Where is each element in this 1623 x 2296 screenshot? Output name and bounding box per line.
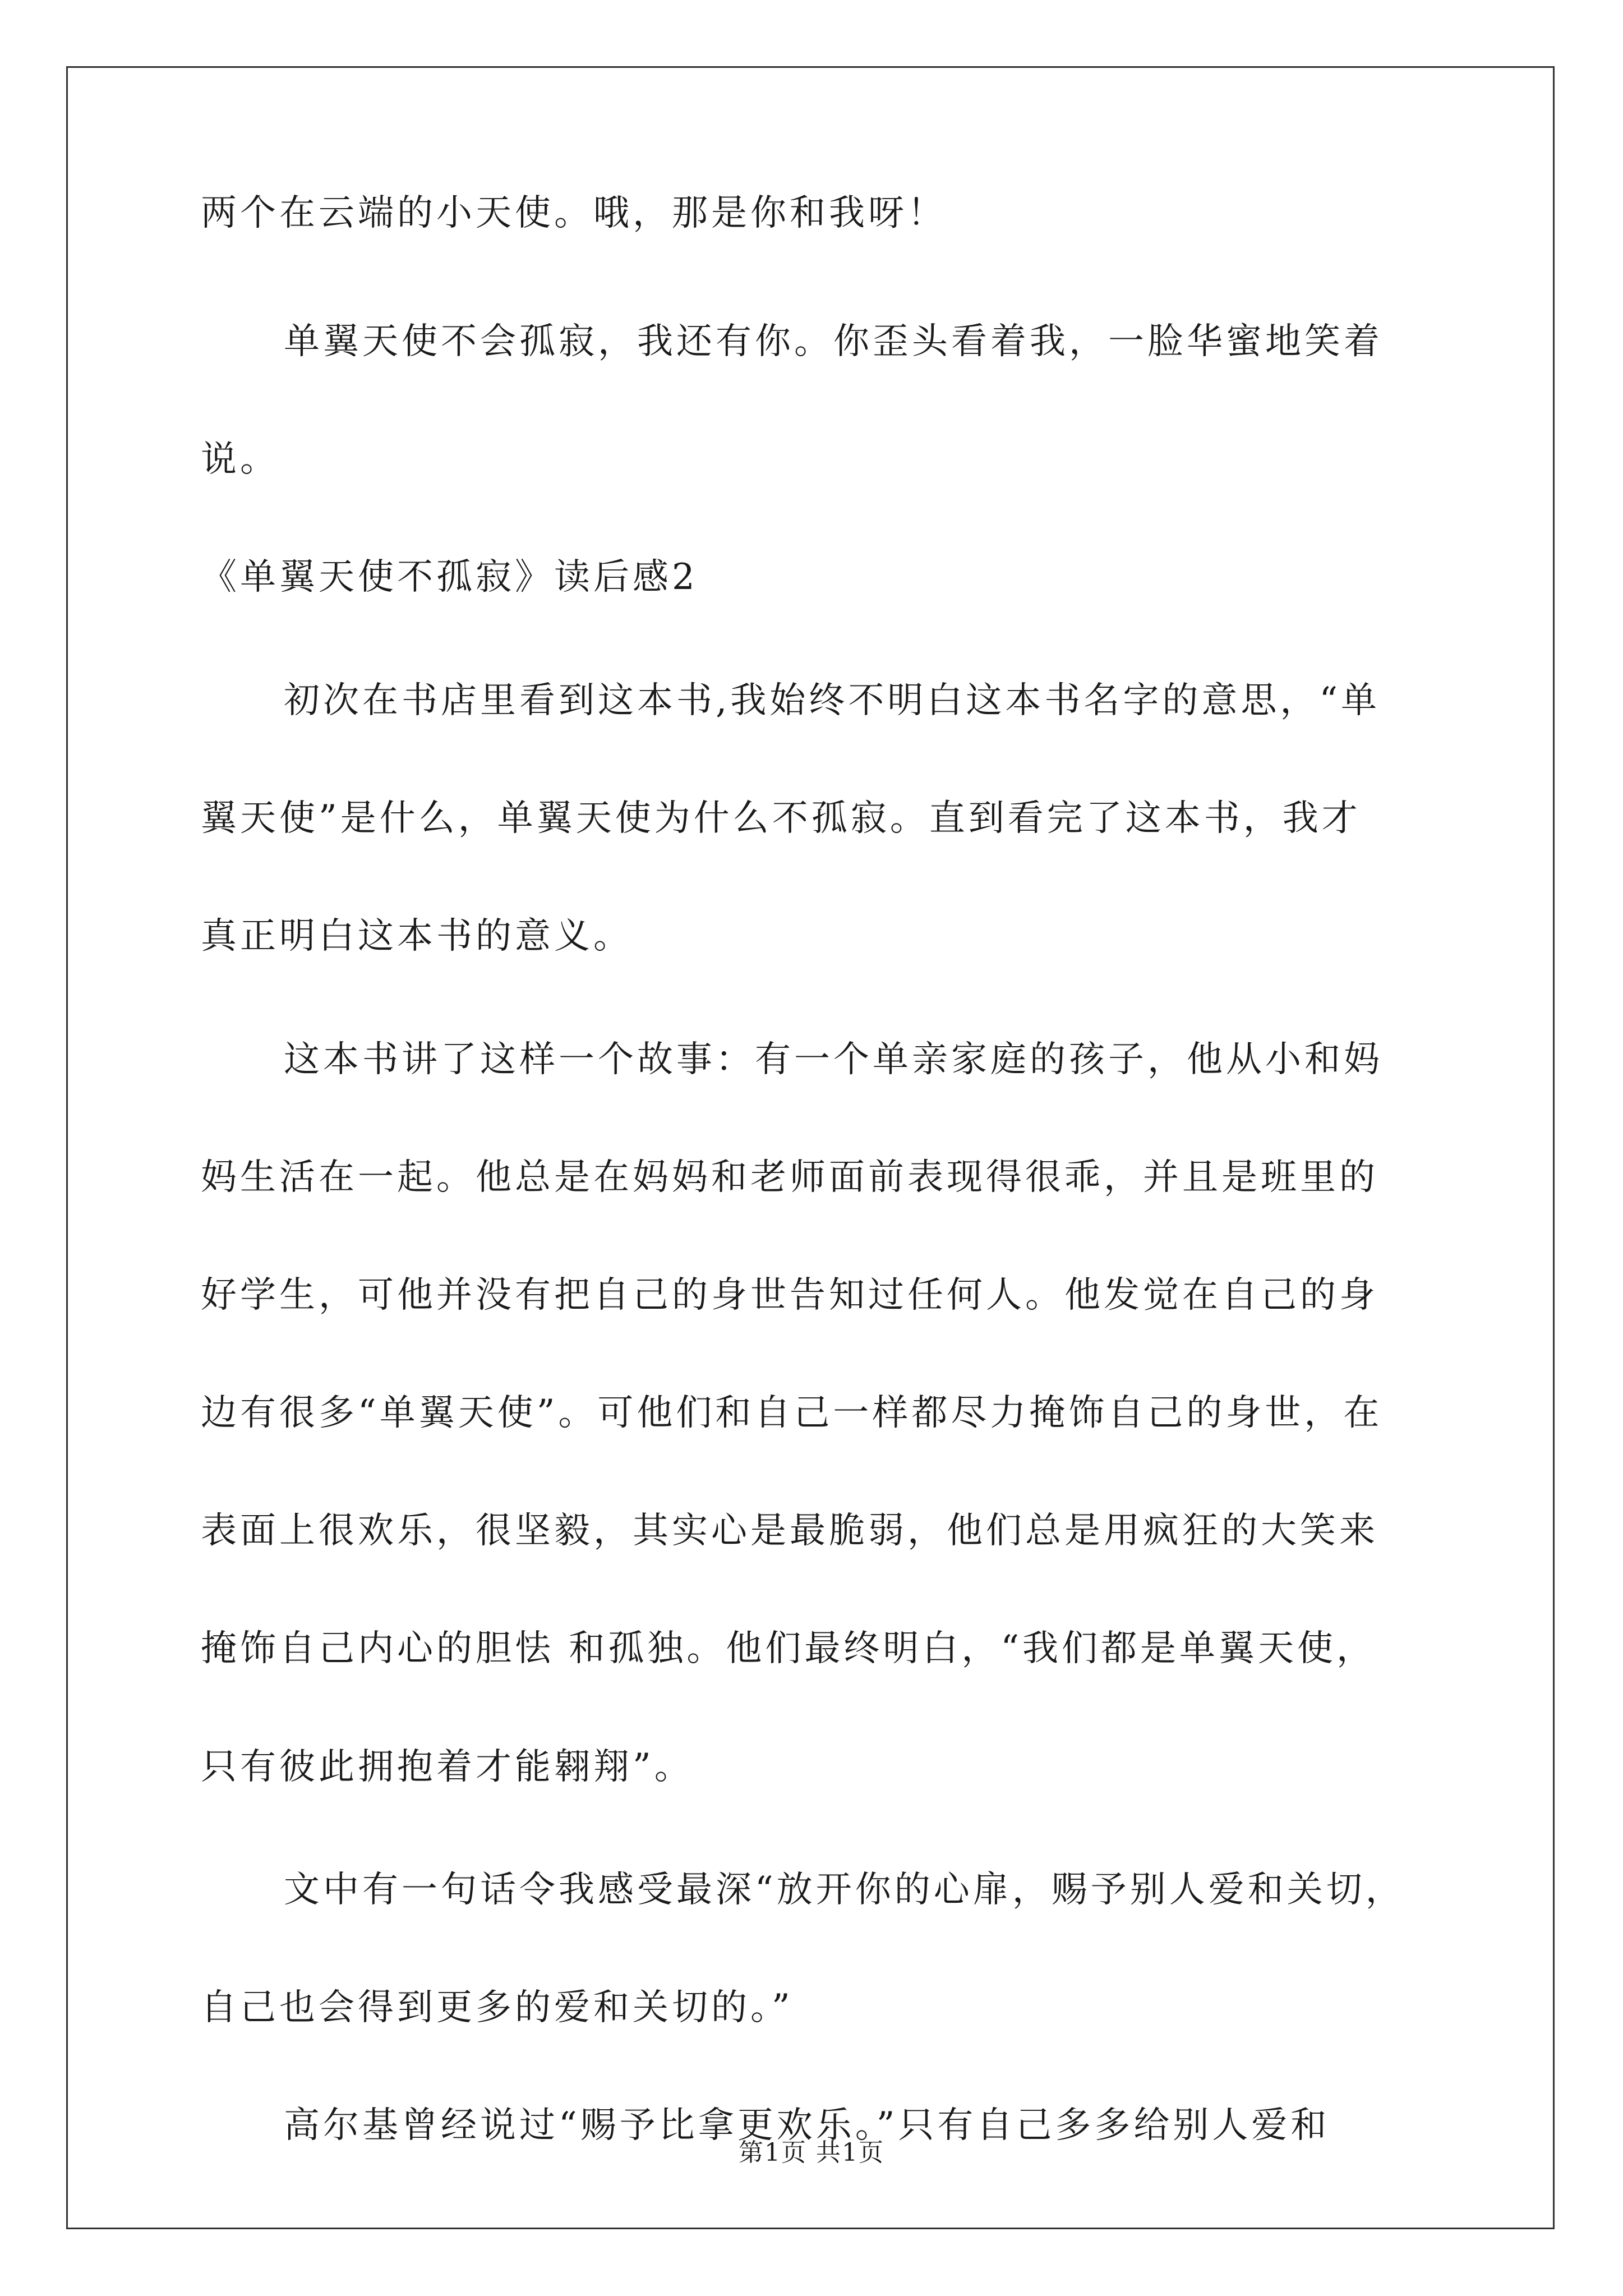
text-line: 这本书讲了这样一个故事：有一个单亲家庭的孩子，他从小和妈 [284, 1039, 1383, 1080]
text-line: 高尔基曾经说过“赐予比拿更欢乐。”只有自己多多给别人爱和 [284, 2105, 1330, 2146]
text-line: 两个在云端的小天使。哦，那是你和我呀！ [201, 192, 947, 234]
section-heading: 《单翼天使不孤寂》读后感2 [201, 556, 698, 598]
text-line: 掩饰自己内心的胆怯 和孤独。他们最终明白，“我们都是单翼天使， [201, 1628, 1376, 1669]
text-line: 真正明白这本书的意义。 [201, 915, 633, 957]
text-line: 说。 [201, 439, 279, 480]
text-line: 初次在书店里看到这本书,我始终不明白这本书名字的意思，“单 [284, 680, 1381, 721]
text-line: 只有彼此拥抱着才能翱翔”。 [201, 1746, 694, 1788]
text-line: 翼天使”是什么，单翼天使为什么不孤寂。直到看完了这本书，我才 [201, 798, 1361, 839]
text-line: 好学生，可他并没有把自己的身世告知过任何人。他发觉在自己的身 [201, 1274, 1378, 1316]
text-line: 单翼天使不会孤寂，我还有你。你歪头看着我，一脸华蜜地笑着 [284, 321, 1383, 362]
text-line: 自己也会得到更多的爱和关切的。” [201, 1987, 794, 2028]
text-line: 文中有一句话令我感受最深“放开你的心扉，赐予别人爱和关切， [284, 1869, 1405, 1911]
text-line: 边有很多“单翼天使”。可他们和自己一样都尽力掩饰自己的身世，在 [201, 1392, 1383, 1434]
text-line: 妈生活在一起。他总是在妈妈和老师面前表现得很乖，并且是班里的 [201, 1157, 1378, 1198]
page-footer: 第1页 共1页 [739, 2138, 884, 2167]
text-line: 表面上很欢乐，很坚毅，其实心是最脆弱，他们总是用疯狂的大笑来 [201, 1510, 1378, 1552]
